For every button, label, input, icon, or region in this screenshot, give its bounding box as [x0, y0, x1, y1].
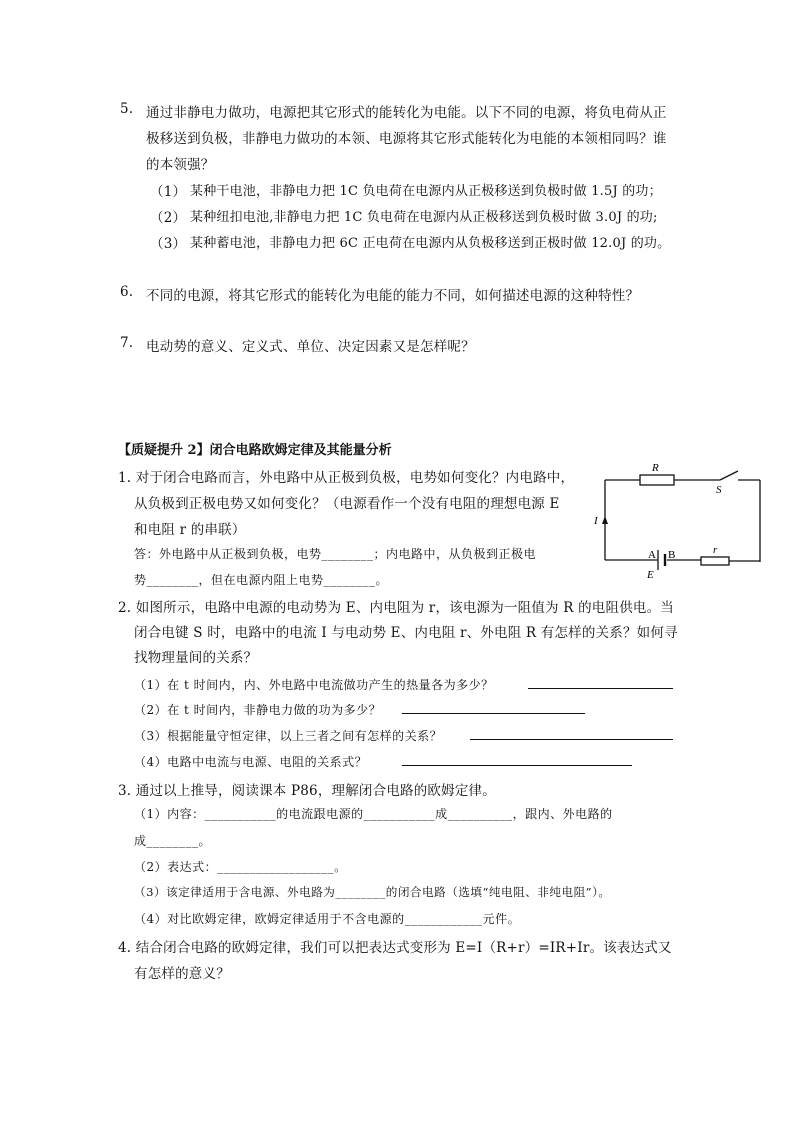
p1-answer-1: 答：外电路中从正极到负极，电势________；内电路中，从负极到正极电: [134, 547, 537, 561]
p3-sub-4: （4）对比欧姆定律，欧姆定律适用于不含电源的____________元件。: [134, 912, 521, 926]
p3-sub-1-cont: 成________。: [134, 834, 212, 848]
q7-number: 7.: [120, 335, 134, 351]
q5-line-3: 的本领强？: [146, 157, 215, 173]
p2-sub-3: （3）根据能量守恒定律，以上三者之间有怎样的关系？: [134, 729, 443, 743]
label-A: A: [648, 549, 656, 561]
p2-sub-2: （2）在 t 时间内，非静电力做的功为多少？: [134, 703, 382, 717]
p4-line-1: 4. 结合闭合电路的欧姆定律，我们可以把表达式变形为 E=I（R+r）=IR+Ir。该表达式又: [118, 940, 672, 956]
q5-line-1: 通过非静电力做功，电源把其它形式的能转化为电能。以下不同的电源，将负电荷从正: [146, 105, 667, 121]
p3-sub-1: （1）内容：___________的电流跟电源的___________成__________，跟内、外电路的: [134, 807, 613, 821]
section-title: 【质疑提升 2】闭合电路欧姆定律及其能量分析: [118, 443, 392, 458]
label-r: r: [713, 544, 718, 556]
p1-line-3: 和电阻 r 的串联）: [134, 522, 246, 538]
p1-line-2: 从负极到正极电势又如何变化？（电源看作一个没有电阻的理想电源 E: [134, 496, 560, 512]
p2-sub-4: （4）电路中电流与电源、电阻的关系式？: [134, 755, 368, 769]
p3-sub-3: （3）该定律适用于含电源、外电路为________的闭合电路（选填“纯电阻、非纯电阻”）。: [134, 885, 611, 899]
current-arrow-icon: [602, 516, 608, 524]
q5-number: 5.: [120, 101, 134, 117]
q5-line-2: 极移送到负极，非静电力做功的本领、电源将其它形式能转化为电能的本领相同吗？谁: [146, 131, 667, 147]
q5-item-2-num: （2）: [150, 210, 187, 226]
p2-sub-3-blank: [470, 739, 673, 740]
q5-item-3-text: 某种蓄电池，非静电力把 6C 正电荷在电源内从负极移送到正极时做 12.0J 的功。: [190, 236, 671, 251]
q5-item-2-text: 某种纽扣电池,非静电力把 1C 负电荷在电源内从正极移送到负极时做 3.0J 的功;: [190, 210, 658, 225]
p2-sub-2-blank: [402, 713, 585, 714]
p1-answer-2: 势________，但在电源内阻上电势________。: [134, 573, 389, 587]
q5-item-1-text: 某种干电池，非静电力把 1C 负电荷在电源内从正极移送到负极时做 1.5J 的功；: [190, 184, 662, 199]
p2-line-3: 找物理量间的关系？: [134, 650, 258, 666]
q6-number: 6.: [120, 284, 134, 300]
p2-sub-4-blank: [402, 765, 632, 766]
q6-text: 不同的电源，将其它形式的能转化为电能的能力不同，如何描述电源的这种特性？: [146, 288, 640, 304]
p4-line-2: 有怎样的意义？: [134, 966, 230, 982]
label-R: R: [652, 462, 659, 474]
q7-text: 电动势的意义、定义式、单位、决定因素又是怎样呢？: [146, 339, 475, 355]
p2-sub-1: （1）在 t 时间内，内、外电路中电流做功产生的热量各为多少？: [134, 678, 494, 692]
label-B: B: [668, 549, 676, 561]
p3-line-1: 3. 通过以上推导，阅读课本 P86，理解闭合电路的欧姆定律。: [118, 783, 496, 799]
p2-sub-1-blank: [528, 688, 673, 689]
p2-line-1: 2. 如图所示，电路中电源的电动势为 E、内电阻为 r，该电源为一阻值为 R 的电阻供电。当: [118, 600, 675, 616]
label-E: E: [647, 569, 654, 581]
p2-line-2: 闭合电键 S 时，电路中的电流 I 与电动势 E、内电阻 r、外电阻 R 有怎样的关系？如何寻: [134, 625, 678, 641]
label-I: I: [594, 515, 598, 527]
circuit-diagram: [595, 458, 775, 583]
q5-item-1-num: （1）: [150, 184, 187, 200]
q5-item-3-num: （3）: [150, 236, 187, 252]
p1-line-1: 1. 对于闭合电路而言，外电路中从正极到负极，电势如何变化？内电路中，: [118, 470, 575, 486]
label-S: S: [716, 484, 722, 496]
p3-sub-2: （2）表达式：__________________。: [134, 860, 347, 874]
